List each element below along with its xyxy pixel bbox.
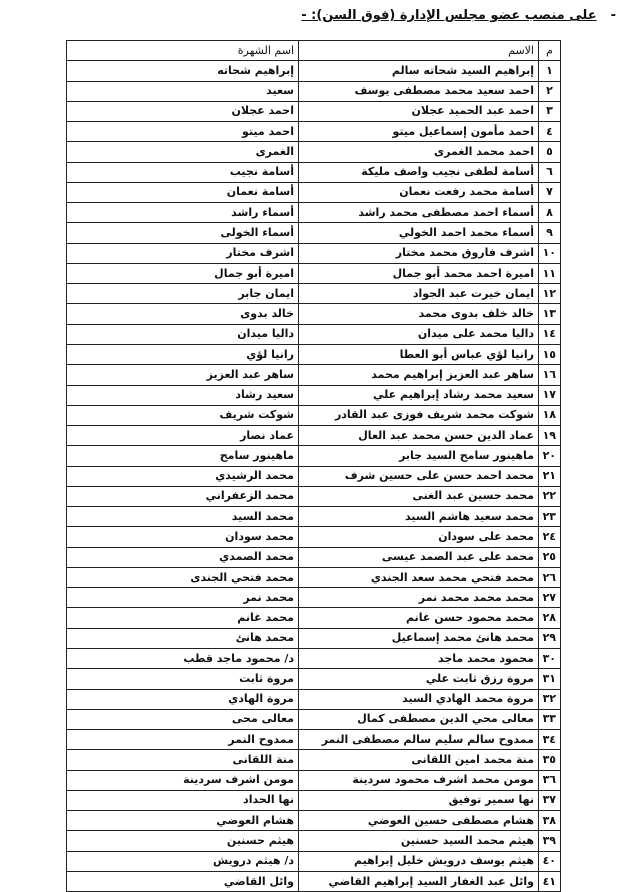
row-known-name: محمد فتحي الجندى: [67, 567, 299, 587]
row-number: ١٧: [539, 385, 561, 405]
row-full-name: مروة محمد الهادي السيد: [299, 689, 539, 709]
row-full-name: محمد حسين عبد الغنى: [299, 486, 539, 506]
row-full-name: احمد مأمون إسماعيل ميتو: [299, 122, 539, 142]
table-row: [67, 790, 561, 810]
row-full-name: منة محمد امين اللقانى: [299, 750, 539, 770]
table-row: [67, 709, 561, 729]
row-known-name: ساهر عبد العزيز: [67, 365, 299, 385]
table-row: [67, 730, 561, 750]
row-known-name: سعيد: [67, 81, 299, 101]
row-full-name: محمد هانئ محمد إسماعيل: [299, 628, 539, 648]
row-known-name: احمد عجلان: [67, 101, 299, 121]
row-number: ٤: [539, 122, 561, 142]
row-number: ٣: [539, 101, 561, 121]
table-row: [67, 466, 561, 486]
table-row: [67, 365, 561, 385]
row-known-name: أسامة نعمان: [67, 182, 299, 202]
row-full-name: محمد على سودان: [299, 527, 539, 547]
row-known-name: محمد الصمدي: [67, 547, 299, 567]
table-row: [67, 122, 561, 142]
table-row: [67, 648, 561, 668]
table-row: [67, 385, 561, 405]
row-full-name: هشام مصطفى حسين العوضي: [299, 811, 539, 831]
table-row: [67, 527, 561, 547]
candidates-table: [66, 40, 561, 892]
table-row: [67, 811, 561, 831]
row-full-name: سعيد محمد رشاد إبراهيم علي: [299, 385, 539, 405]
row-number: ١٣: [539, 304, 561, 324]
row-number: ٢٨: [539, 608, 561, 628]
table-row: [67, 507, 561, 527]
row-known-name: أسماء الخولى: [67, 223, 299, 243]
row-known-name: خالد بدوى: [67, 304, 299, 324]
row-number: ٩: [539, 223, 561, 243]
row-number: ٢٤: [539, 527, 561, 547]
row-known-name: احمد ميتو: [67, 122, 299, 142]
table-row: [67, 628, 561, 648]
row-known-name: د/ هيثم درويش: [67, 851, 299, 871]
row-number: ٤٠: [539, 851, 561, 871]
row-full-name: مروة رزق ثابت علي: [299, 669, 539, 689]
table-row: [67, 588, 561, 608]
row-known-name: أسماء راشد: [67, 203, 299, 223]
row-known-name: مومن اشرف سردينة: [67, 770, 299, 790]
row-number: ٣٣: [539, 709, 561, 729]
table-row: [67, 61, 561, 81]
row-full-name: محمد سعيد هاشم السيد: [299, 507, 539, 527]
row-full-name: ساهر عبد العزيز إبراهيم محمد: [299, 365, 539, 385]
table-row: [67, 486, 561, 506]
row-full-name: رانيا لؤي عباس أبو العطا: [299, 344, 539, 364]
row-known-name: منة اللقانى: [67, 750, 299, 770]
row-full-name: أسماء محمد احمد الخولي: [299, 223, 539, 243]
row-number: ١١: [539, 263, 561, 283]
table-row: [67, 284, 561, 304]
table-row: [67, 669, 561, 689]
row-known-name: الغمرى: [67, 142, 299, 162]
table-row: [67, 567, 561, 587]
row-full-name: خالد خلف بدوى محمد: [299, 304, 539, 324]
row-known-name: محمد السيد: [67, 507, 299, 527]
row-number: ٣٠: [539, 648, 561, 668]
row-number: ٢٥: [539, 547, 561, 567]
row-number: ١٢: [539, 284, 561, 304]
table-header-row: [67, 41, 561, 61]
header-number: م: [539, 41, 561, 61]
row-number: ١٦: [539, 365, 561, 385]
table-row: [67, 344, 561, 364]
row-full-name: هيثم محمد السيد حسنين: [299, 831, 539, 851]
heading-text: على منصب عضو مجلس الإدارة (فوق السن): -: [301, 8, 597, 23]
table-row: [67, 770, 561, 790]
row-full-name: ايمان خيرت عبد الجواد: [299, 284, 539, 304]
row-number: ١٤: [539, 324, 561, 344]
row-known-name: مروة ثابت: [67, 669, 299, 689]
row-full-name: إبراهيم السيد شحاته سالم: [299, 61, 539, 81]
row-known-name: ممدوح النمر: [67, 730, 299, 750]
table-row: [67, 871, 561, 891]
row-full-name: معالى محي الدين مصطفى كمال: [299, 709, 539, 729]
header-fame: اسم الشهرة: [67, 41, 299, 61]
row-number: ٥: [539, 142, 561, 162]
row-full-name: اشرف فاروق محمد مختار: [299, 243, 539, 263]
row-known-name: داليا ميدان: [67, 324, 299, 344]
row-full-name: أسامة لطفى نجيب واصف مليكة: [299, 162, 539, 182]
row-known-name: هشام العوضي: [67, 811, 299, 831]
table-row: [67, 162, 561, 182]
row-number: ٧: [539, 182, 561, 202]
table-row: [67, 243, 561, 263]
row-full-name: عماد الدين حسن محمد عبد العال: [299, 426, 539, 446]
row-known-name: هيثم حسنين: [67, 831, 299, 851]
row-known-name: ايمان جابر: [67, 284, 299, 304]
row-known-name: محمد سودان: [67, 527, 299, 547]
row-known-name: أسامة نجيب: [67, 162, 299, 182]
row-known-name: محمد هانئ: [67, 628, 299, 648]
row-known-name: رانيا لؤي: [67, 344, 299, 364]
row-known-name: وائل القاضي: [67, 871, 299, 891]
row-number: ٢٠: [539, 446, 561, 466]
row-full-name: أسماء احمد مصطفى محمد راشد: [299, 203, 539, 223]
row-number: ٣٥: [539, 750, 561, 770]
row-known-name: مروة الهادي: [67, 689, 299, 709]
row-known-name: سعيد رشاد: [67, 385, 299, 405]
row-known-name: محمد نمر: [67, 588, 299, 608]
row-known-name: إبراهيم شحاته: [67, 61, 299, 81]
row-number: ٢٢: [539, 486, 561, 506]
row-number: ٢٣: [539, 507, 561, 527]
table-row: [67, 405, 561, 425]
row-full-name: وائل عبد الغفار السيد إبراهيم القاضي: [299, 871, 539, 891]
table-row: [67, 547, 561, 567]
row-full-name: محمود محمد ماجد: [299, 648, 539, 668]
row-known-name: اميرة أبو جمال: [67, 263, 299, 283]
row-number: ٢٩: [539, 628, 561, 648]
row-full-name: ماهينور سامح السيد جابر: [299, 446, 539, 466]
table-row: [67, 831, 561, 851]
row-full-name: داليا محمد على ميدان: [299, 324, 539, 344]
row-full-name: محمد على عبد الصمد عيسى: [299, 547, 539, 567]
table-row: [67, 304, 561, 324]
row-number: ٣٢: [539, 689, 561, 709]
heading-bullet: -: [610, 8, 616, 23]
table-row: [67, 203, 561, 223]
table-row: [67, 426, 561, 446]
row-full-name: محمد فتحي محمد سعد الجندي: [299, 567, 539, 587]
table-row: [67, 608, 561, 628]
row-full-name: مومن محمد اشرف محمود سردينة: [299, 770, 539, 790]
row-number: ٣٦: [539, 770, 561, 790]
row-number: ٢: [539, 81, 561, 101]
row-number: ٨: [539, 203, 561, 223]
row-known-name: ماهينور سامح: [67, 446, 299, 466]
row-full-name: شوكت محمد شريف فوزى عبد القادر: [299, 405, 539, 425]
row-number: ٢٦: [539, 567, 561, 587]
row-number: ٣٩: [539, 831, 561, 851]
row-full-name: احمد سعيد محمد مصطفى يوسف: [299, 81, 539, 101]
row-number: ٣٧: [539, 790, 561, 810]
row-known-name: معالى محى: [67, 709, 299, 729]
table-row: [67, 324, 561, 344]
row-number: ١٨: [539, 405, 561, 425]
row-number: ٣٤: [539, 730, 561, 750]
row-full-name: احمد محمد الغمرى: [299, 142, 539, 162]
row-known-name: د/ محمود ماجد قطب: [67, 648, 299, 668]
row-number: ٦: [539, 162, 561, 182]
table-row: [67, 223, 561, 243]
row-number: ٢٧: [539, 588, 561, 608]
table-row: [67, 750, 561, 770]
row-full-name: محمد احمد حسن على حسين شرف: [299, 466, 539, 486]
table-row: [67, 81, 561, 101]
table-row: [67, 101, 561, 121]
row-known-name: شوكت شريف: [67, 405, 299, 425]
header-name: الاسم: [299, 41, 539, 61]
row-full-name: نها سمير توفيق: [299, 790, 539, 810]
table-row: [67, 142, 561, 162]
section-heading: [301, 8, 616, 23]
table-row: [67, 182, 561, 202]
row-known-name: اشرف مختار: [67, 243, 299, 263]
row-number: ١٩: [539, 426, 561, 446]
row-known-name: عماد نصار: [67, 426, 299, 446]
table-row: [67, 446, 561, 466]
row-full-name: اميرة احمد محمد أبو جمال: [299, 263, 539, 283]
row-number: ١: [539, 61, 561, 81]
row-known-name: محمد الزعفراني: [67, 486, 299, 506]
row-known-name: نها الحداد: [67, 790, 299, 810]
row-full-name: أسامة محمد رفعت نعمان: [299, 182, 539, 202]
row-known-name: محمد الرشيدي: [67, 466, 299, 486]
table-row: [67, 689, 561, 709]
row-full-name: احمد عبد الحميد عجلان: [299, 101, 539, 121]
row-number: ١٠: [539, 243, 561, 263]
row-known-name: محمد غانم: [67, 608, 299, 628]
row-full-name: ممدوح سالم سليم سالم مصطفى النمر: [299, 730, 539, 750]
table-row: [67, 851, 561, 871]
row-full-name: محمد محمد محمد نمر: [299, 588, 539, 608]
row-number: ٢١: [539, 466, 561, 486]
table-row: [67, 263, 561, 283]
row-full-name: محمد محمود حسن غانم: [299, 608, 539, 628]
row-full-name: هيثم يوسف درويش خليل إبراهيم: [299, 851, 539, 871]
row-number: ١٥: [539, 344, 561, 364]
row-number: ٣٨: [539, 811, 561, 831]
row-number: ٣١: [539, 669, 561, 689]
row-number: ٤١: [539, 871, 561, 891]
